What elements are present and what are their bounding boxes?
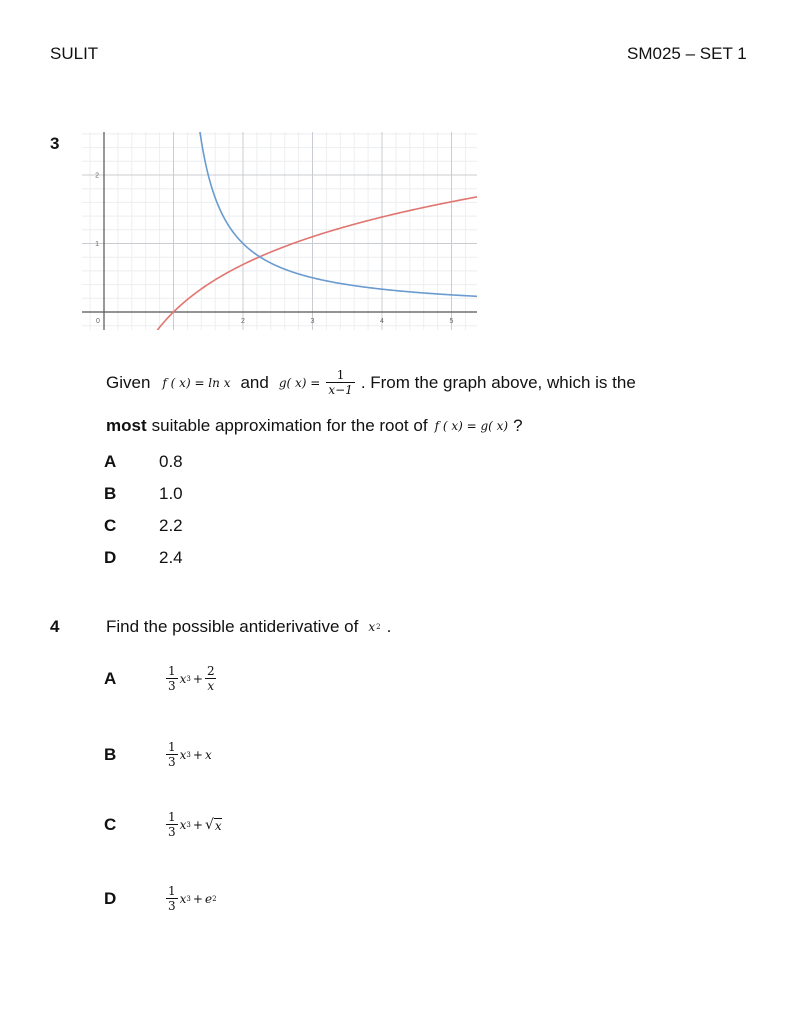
x-tick-label: 0: [96, 318, 100, 325]
x-var: x: [179, 747, 187, 762]
q3-option-b[interactable]: [104, 484, 183, 504]
root-equation: f ( x) = g( x): [434, 419, 509, 433]
option-letter: A: [104, 668, 117, 688]
one-third: [166, 740, 178, 769]
option-value: 2.2: [159, 516, 183, 535]
frac-den: 3: [168, 825, 176, 839]
g-fraction: [326, 368, 354, 397]
header-left: SULIT: [50, 44, 99, 63]
option-expression: [166, 810, 222, 839]
plus-sign: +: [192, 671, 203, 686]
frac-den: 3: [168, 755, 176, 769]
option-letter: A: [104, 452, 117, 471]
plus-sign: +: [192, 817, 203, 832]
q4-text-line: [106, 617, 391, 637]
option-letter: B: [104, 484, 117, 503]
q4-option-b[interactable]: [104, 740, 212, 769]
g-denominator: x−1: [328, 383, 353, 397]
y-tick-label: 2: [95, 172, 99, 180]
question-number-4: 4: [50, 617, 60, 636]
frac-num: 1: [168, 884, 176, 898]
option-expression: [166, 884, 217, 913]
power: 3: [186, 820, 191, 829]
f-definition: f ( x) = ln x: [162, 375, 231, 390]
header-right: SM025 – SET 1: [627, 44, 747, 63]
plus-sign: +: [192, 891, 203, 906]
x-var: x: [179, 891, 187, 906]
sqrt-term: [205, 817, 222, 833]
one-third: [166, 884, 178, 913]
option-expression: [166, 664, 217, 693]
q4-exponent: 2: [376, 623, 381, 631]
x-var: x: [179, 671, 187, 686]
q3-line2: [106, 416, 523, 436]
q4-x: x: [368, 620, 376, 634]
and-text: and: [240, 372, 269, 392]
x-tick-label: 3: [310, 318, 315, 325]
power: 3: [186, 750, 191, 759]
function-graph: [82, 132, 477, 330]
x-var: x: [179, 817, 187, 832]
option-letter: B: [104, 744, 117, 764]
q4-period: .: [386, 617, 392, 636]
option-letter: D: [104, 548, 117, 567]
g-numerator: 1: [336, 368, 345, 382]
q4-expression: [368, 620, 380, 634]
plus-sign: +: [192, 747, 203, 762]
q3-line1: [106, 368, 636, 397]
option-letter: C: [104, 516, 117, 535]
option-value: 2.4: [159, 548, 183, 567]
frac-num: 1: [168, 740, 176, 754]
frac-num: 2: [206, 664, 215, 678]
most-text: most: [106, 416, 147, 435]
e-power: 2: [212, 894, 217, 903]
q4-option-a[interactable]: [104, 664, 217, 693]
option-letter: D: [104, 888, 117, 908]
option-letter: C: [104, 814, 117, 834]
power: 3: [186, 894, 191, 903]
radicand: x: [214, 818, 222, 833]
reciprocal-curve: [198, 132, 477, 296]
e-base: e: [204, 891, 213, 906]
option-value: 0.8: [159, 452, 183, 471]
q3-option-c[interactable]: [104, 516, 183, 536]
q4-option-d[interactable]: [104, 884, 217, 913]
x-tick-label: 4: [380, 318, 384, 325]
frac-den: 3: [168, 899, 176, 913]
q3-option-d[interactable]: [104, 548, 183, 568]
frac-den: x: [207, 679, 215, 693]
x-tick-label: 5: [449, 318, 454, 325]
frac-num: 1: [168, 664, 176, 678]
q4-option-c[interactable]: [104, 810, 222, 839]
frac-den: 3: [168, 679, 176, 693]
one-third: [166, 810, 178, 839]
question-number-3: 3: [50, 134, 60, 153]
q3-line1-rest: . From the graph above, which is the: [360, 372, 636, 392]
q3-option-a[interactable]: [104, 452, 183, 472]
power: 3: [186, 674, 191, 683]
option-expression: [166, 740, 212, 769]
one-third: [166, 664, 178, 693]
x-tick-label: 2: [241, 318, 245, 325]
y-tick-label: 1: [95, 241, 99, 248]
q3-line2-rest: suitable approximation for the root of: [151, 416, 428, 435]
option-value: 1.0: [159, 484, 183, 503]
question-mark: ?: [513, 416, 523, 435]
two-over-x: [205, 664, 217, 693]
minor-grid: [82, 132, 477, 330]
x-term: x: [204, 747, 212, 762]
frac-num: 1: [168, 810, 176, 824]
given-text: Given: [106, 372, 151, 392]
g-lhs: g( x) =: [278, 375, 321, 390]
sqrt-symbol: √: [204, 816, 214, 833]
q4-text: Find the possible antiderivative of: [106, 617, 359, 636]
